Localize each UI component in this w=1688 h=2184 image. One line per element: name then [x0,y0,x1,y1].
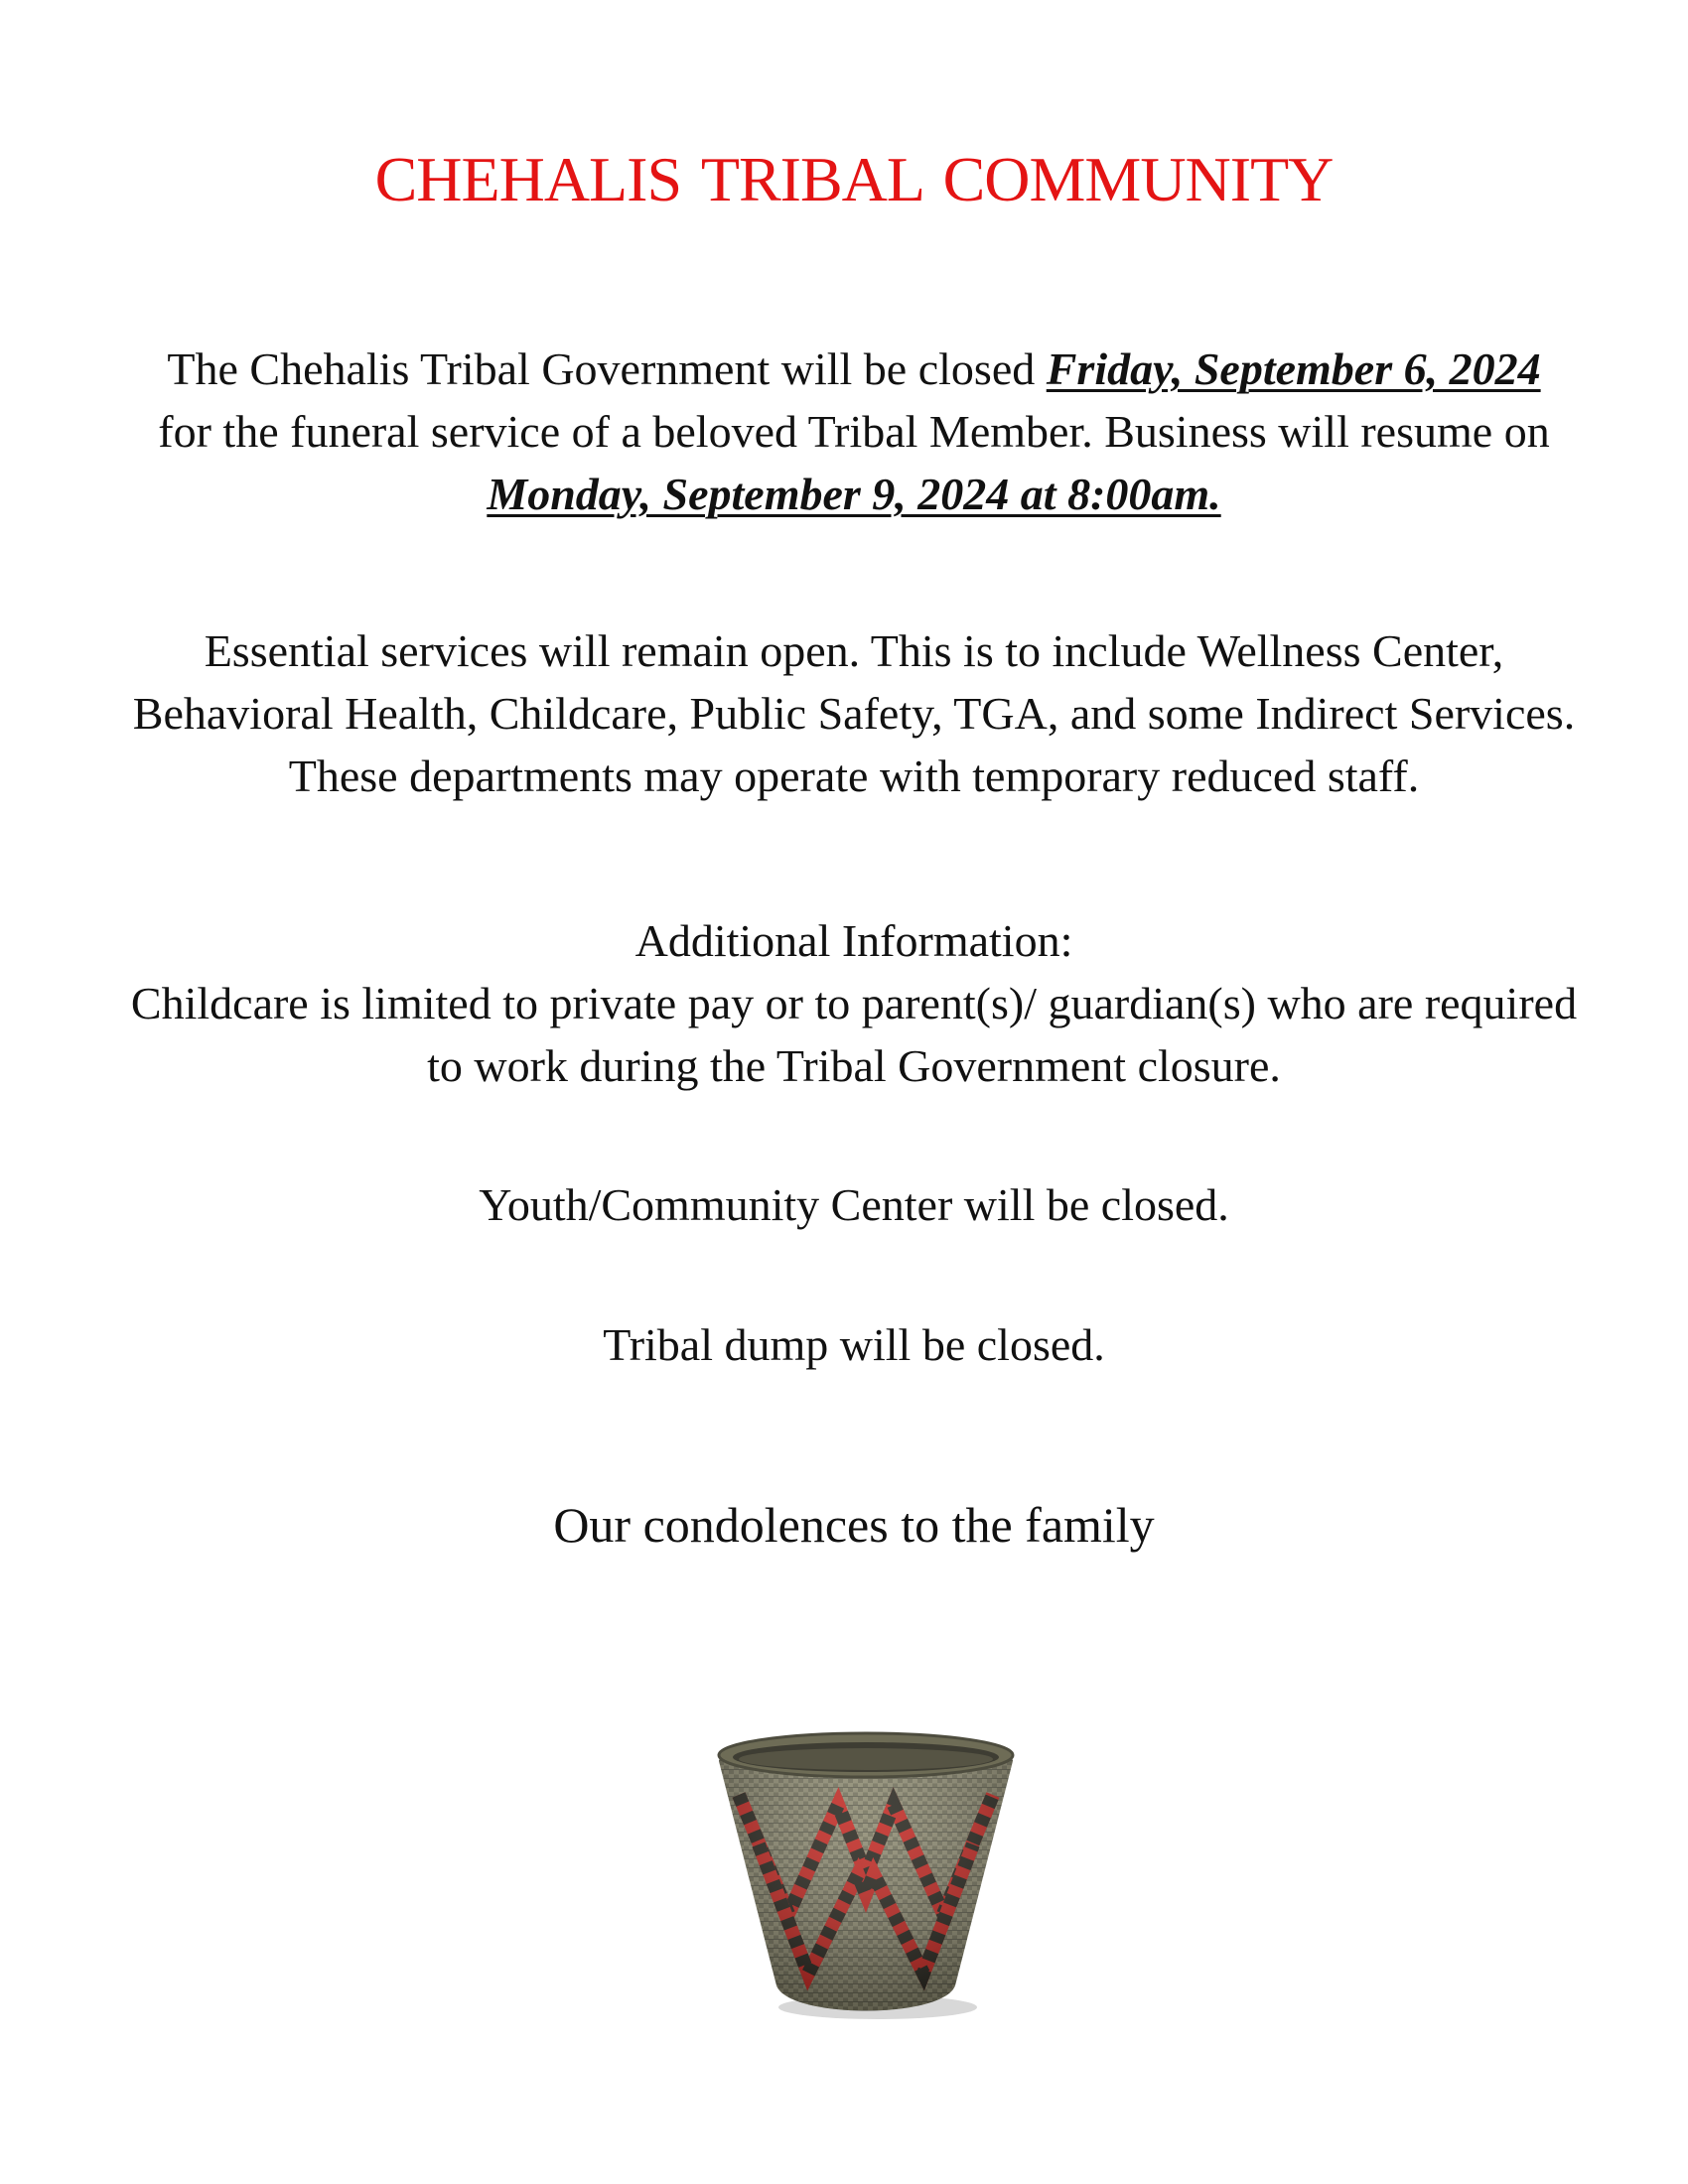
youth-center-notice: Youth/Community Center will be closed. [479,1179,1229,1230]
closure-text-middle: for the funeral service of a beloved Tribal Member. Business will resume on [158,406,1550,457]
closure-text-before: The Chehalis Tribal Government will be closed [167,343,1047,394]
additional-info-section [129,909,1579,1097]
additional-info-heading: Additional Information: [634,915,1073,966]
condolences-text: Our condolences to the family [553,1497,1155,1553]
closed-date: Friday, September 6, 2024 [1046,343,1541,394]
basket-image [709,1725,1023,2023]
essential-services-paragraph: Essential services will remain open. This is to include Wellness Center, Behavioral Health, Childcare, Public Safety, TGA, and some Indirect Services. These departments may operate with temporary reduced staff. [132,625,1576,801]
resume-date: Monday, September 9, 2024 at 8:00am. [487,469,1221,519]
page-title: CHEHALIS TRIBAL COMMUNITY [374,144,1334,214]
tribal-dump-notice: Tribal dump will be closed. [603,1319,1105,1370]
closure-paragraph [149,338,1559,525]
childcare-info: Childcare is limited to private pay or to parent(s)/ guardian(s) who are required to work during the Tribal Government closure. [130,978,1578,1091]
